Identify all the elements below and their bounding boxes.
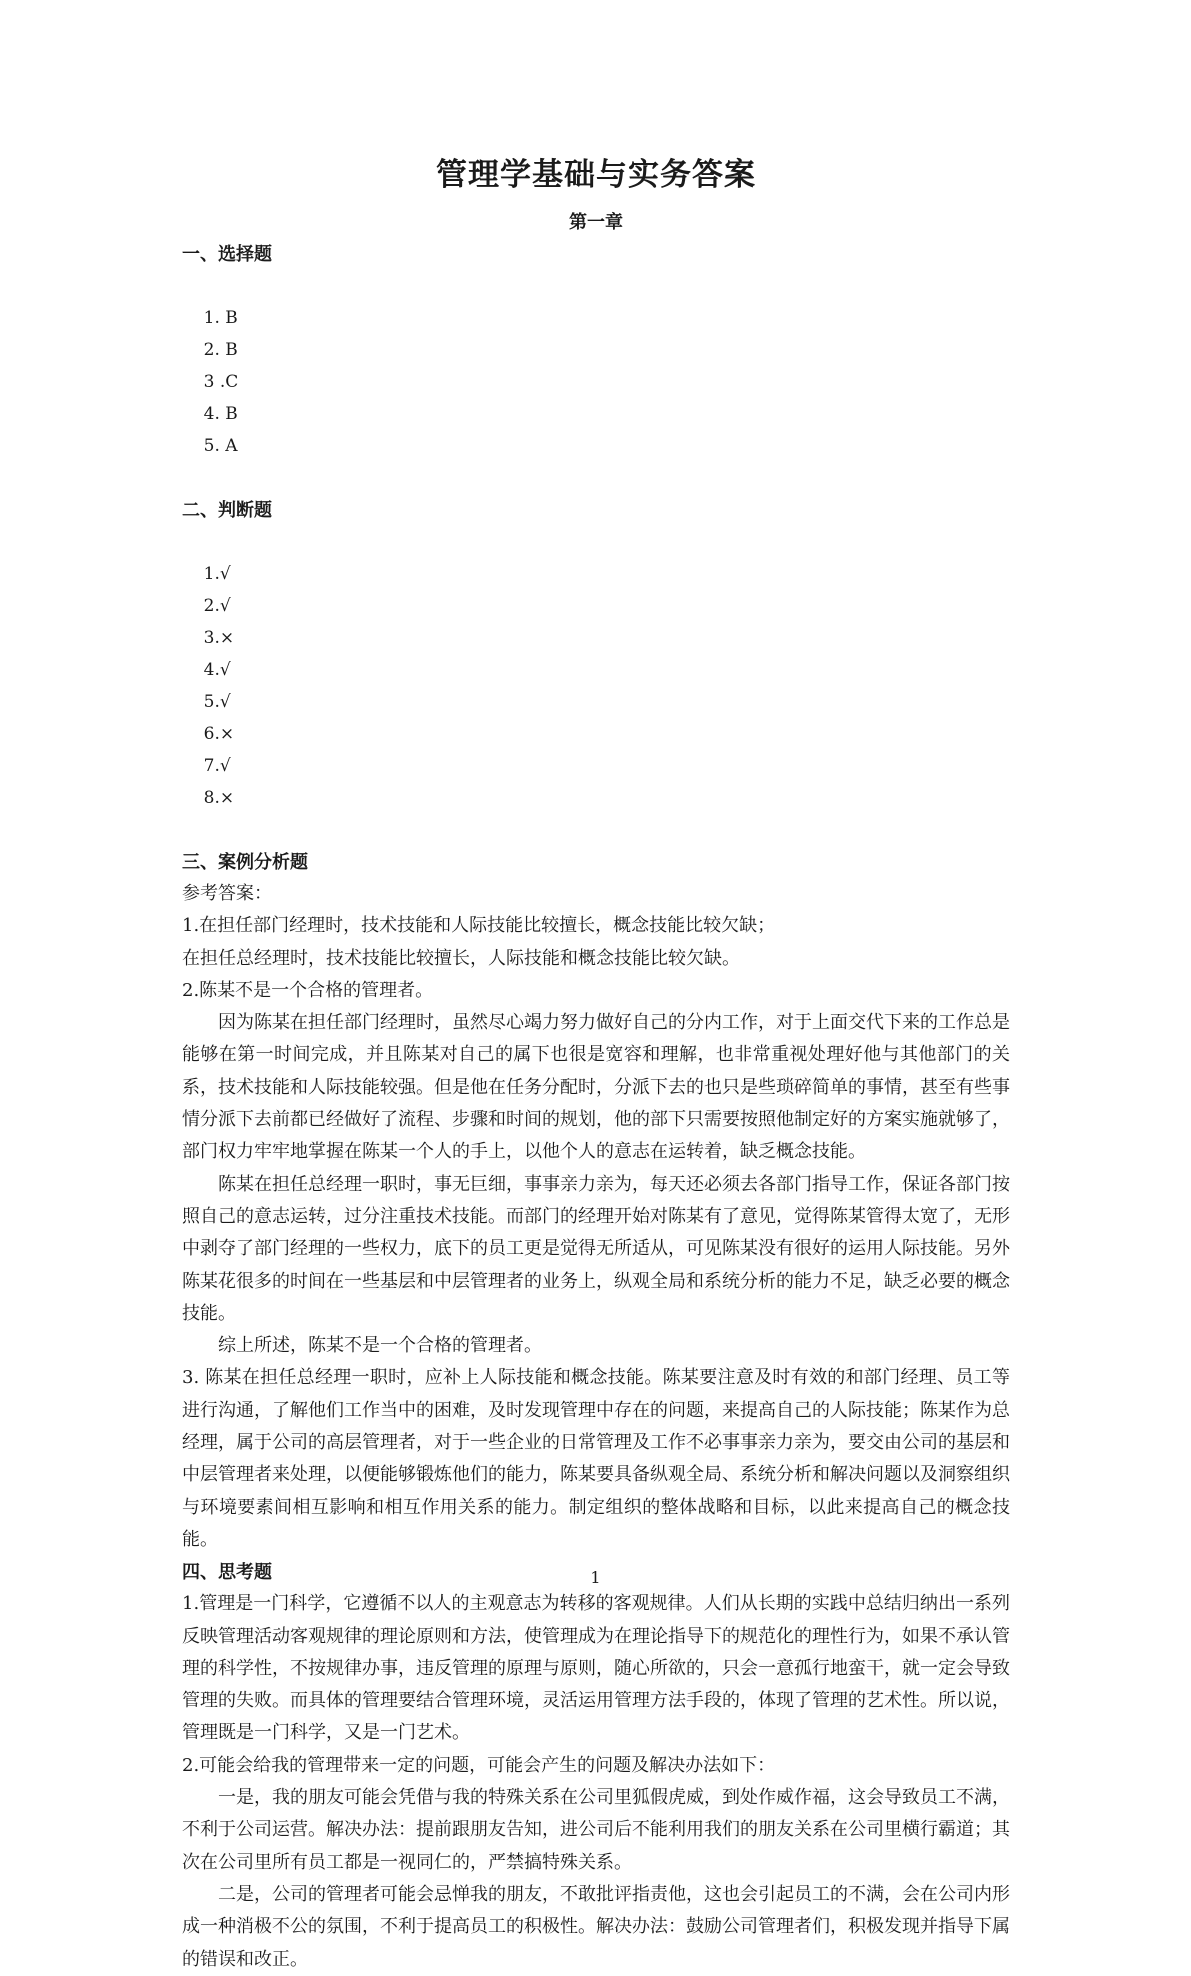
think-section-heading: 四、思考题 [182,1562,272,1584]
case-paragraph: 2.陈某不是一个合格的管理者。 [182,979,434,1001]
choice-answer: 3 .C [203,372,239,392]
choice-answer: 2. B [203,340,238,360]
judge-answer: 6.× [203,724,235,744]
judge-answer: 4.√ [203,660,231,680]
judge-answer: 5.√ [203,692,231,712]
choice-answers [182,270,1010,494]
think-paragraph: 二是，公司的管理者可能会忌惮我的朋友，不敢批评指责他，这也会引起员工的不满，会在公司内形成一种消极不公的氛围，不利于提高员工的积极性。解决办法：鼓励公司管理者们，积极发现并指导下属的错误和改正。 [182,1883,1010,1970]
judge-answers [182,526,1010,846]
document-title: 管理学基础与实务答案 [436,157,756,193]
choice-answer: 5. A [203,436,238,456]
case-reference-label: 参考答案： [182,883,272,904]
choice-answer: 1. B [203,308,238,328]
judge-answer: 7.√ [203,756,231,776]
case-paragraph: 3. 陈某在担任总经理一职时，应补上人际技能和概念技能。陈某要注意及时有效的和部门经理、员工等进行沟通，了解他们工作当中的困难，及时发现管理中存在的问题，来提高自己的人际技能；陈某作为总经理，属于公司的高层管理者，对于一些企业的日常管理及工作不必事事亲力亲为，要交由公司的基层和中层管理者来处理，以便能够锻炼他们的能力，陈某要具备纵观全局、系统分析和解决问题以及洞察组织与环境要素间相互影响和相互作用关系的能力。制定组织的整体战略和目标，以此来提高自己的概念技能。 [182,1367,1010,1550]
case-paragraph: 陈某在担任总经理一职时，事无巨细，事事亲力亲为，每天还必须去各部门指导工作，保证各部门按照自己的意志运转，过分注重技术技能。而部门的经理开始对陈某有了意见，觉得陈某管得太宽了，无形中剥夺了部门经理的一些权力，底下的员工更是觉得无所适从，可见陈某没有很好的运用人际技能。另外陈某花很多的时间在一些基层和中层管理者的业务上，纵观全局和系统分析的能力不足，缺乏必要的概念技能。 [182,1173,1010,1324]
judge-answer: 1.√ [203,564,231,584]
case-paragraph: 在担任总经理时，技术技能比较擅长，人际技能和概念技能比较欠缺。 [182,947,740,969]
choice-section-heading: 一、选择题 [182,244,272,265]
case-paragraph: 综上所述，陈某不是一个合格的管理者。 [218,1335,542,1357]
judge-answer: 2.√ [203,596,231,616]
judge-answer: 8.× [203,788,235,808]
judge-answer: 3.× [203,628,235,648]
think-paragraph: 一是，我的朋友可能会凭借与我的特殊关系在公司里狐假虎威，到处作威作福，这会导致员工不满，不利于公司运营。解决办法：提前跟朋友告知，进公司后不能利用我们的朋友关系在公司里横行霸道；其次在公司里所有员工都是一视同仁的，严禁搞特殊关系。 [182,1787,1010,1873]
document-page [182,150,1010,1976]
chapter-title: 第一章 [569,212,623,233]
choice-answer: 4. B [203,404,238,424]
judge-section-heading: 二、判断题 [182,500,272,521]
page-number: 1 [590,1568,601,1587]
think-paragraph: 2.可能会给我的管理带来一定的问题，可能会产生的问题及解决办法如下： [182,1754,776,1776]
case-paragraph: 1.在担任部门经理时，技术技能和人际技能比较擅长，概念技能比较欠缺； [182,915,776,937]
think-paragraph: 1.管理是一门科学，它遵循不以人的主观意志为转移的客观规律。人们从长期的实践中总结归纳出一系列反映管理活动客观规律的理论原则和方法，使管理成为在理论指导下的规范化的理性行为，如果不承认管理的科学性，不按规律办事，违反管理的原理与原则，随心所欲的，只会一意孤行地蛮干，就一定会导致管理的失败。而具体的管理要结合管理环境，灵活运用管理方法手段的，体现了管理的艺术性。所以说，管理既是一门科学，又是一门艺术。 [182,1593,1010,1744]
case-paragraph: 因为陈某在担任部门经理时，虽然尽心竭力努力做好自己的分内工作，对于上面交代下来的工作总是能够在第一时间完成，并且陈某对自己的属下也很是宽容和理解，也非常重视处理好他与其他部门的关系，技术技能和人际技能较强。但是他在任务分配时，分派下去的也只是些琐碎简单的事情，甚至有些事情分派下去前都已经做好了流程、步骤和时间的规划，他的部下只需要按照他制定好的方案实施就够了，部门权力牢牢地掌握在陈某一个人的手上，以他个人的意志在运转着，缺乏概念技能。 [182,1012,1010,1163]
case-section-heading: 三、案例分析题 [182,852,308,873]
